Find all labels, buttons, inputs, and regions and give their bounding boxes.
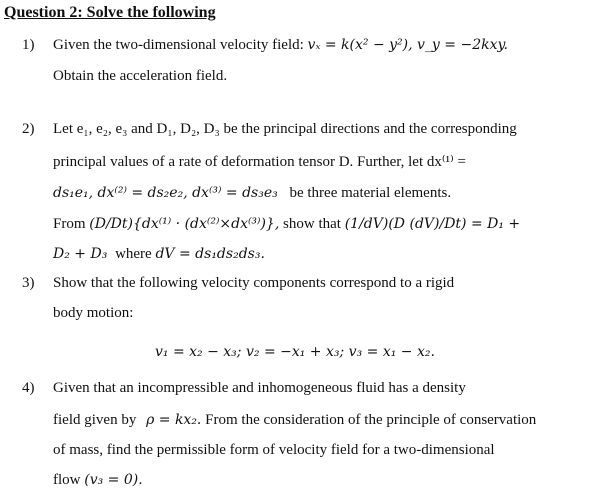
q3-line-1: Show that the following velocity components correspond to a rigid <box>53 275 455 291</box>
q3-velocity-equation: v₁ = x₂ − x₃; v₂ = −x₁ + x₃; v₃ = x₁ − x₂. <box>155 344 435 360</box>
q3-number: 3) <box>22 275 35 291</box>
question-title: Question 2: Solve the following <box>4 4 216 21</box>
q4-density-equation: ρ = kx₂. <box>146 412 202 428</box>
q1-line-2: Obtain the acceleration field. <box>53 68 228 84</box>
q2-line-4-text-b: show that <box>283 216 341 232</box>
q1-line-1-text: Given the two-dimensional velocity field: <box>53 37 304 53</box>
q1-line-1 <box>53 38 508 53</box>
q1-velocity-field-equation: vₓ = k(x² − y²), v_y = −2kxy. <box>307 37 508 53</box>
q2-line-2: principal values of a rate of deformation tensor D. Further, let dx⁽¹⁾ = <box>53 154 466 170</box>
q2-line-4 <box>53 217 520 232</box>
q2-material-elements-equation: ds₁e₁, dx⁽²⁾ = ds₂e₂, dx⁽³⁾ = ds₃e₃ <box>53 185 278 201</box>
q2-line-5-text: where <box>115 246 152 262</box>
q4-line-2-text-b: From the consideration of the principle of conservation <box>205 412 537 428</box>
q3-line-2: body motion: <box>53 305 134 321</box>
q2-line-5 <box>53 247 265 262</box>
q2-number: 2) <box>22 121 35 137</box>
q4-flow-condition: (v₃ = 0). <box>84 472 143 488</box>
q4-line-3: of mass, find the permissible form of velocity field for a two-dimensional <box>53 442 495 458</box>
q2-material-derivative-expression: (D/Dt){dx⁽¹⁾ · (dx⁽²⁾×dx⁽³⁾)}, <box>89 216 280 232</box>
q2-line-3 <box>53 186 451 201</box>
q4-line-4 <box>53 473 143 488</box>
q2-line-4-text-a: From <box>53 216 86 232</box>
q2-volume-element-equation: dV = ds₁ds₂ds₃. <box>155 246 265 262</box>
q4-number: 4) <box>22 380 35 396</box>
q4-line-2 <box>53 413 536 428</box>
q4-line-4-text: flow <box>53 472 81 488</box>
q4-line-2-text-a: field given by <box>53 412 137 428</box>
q2-volume-rate-expression: (1/dV)(D (dV)/Dt) = D₁ + <box>344 216 521 232</box>
q2-line-1: Let e₁, e₂, e₃ and D₁, D₂, D₃ be the principal directions and the corresponding <box>53 121 517 137</box>
q2-line-3-text: be three material elements. <box>289 185 452 201</box>
q2-line-5-math-a: D₂ + D₃ <box>53 246 108 262</box>
q1-number: 1) <box>22 37 35 53</box>
q4-line-1: Given that an incompressible and inhomogeneous fluid has a density <box>53 380 466 396</box>
